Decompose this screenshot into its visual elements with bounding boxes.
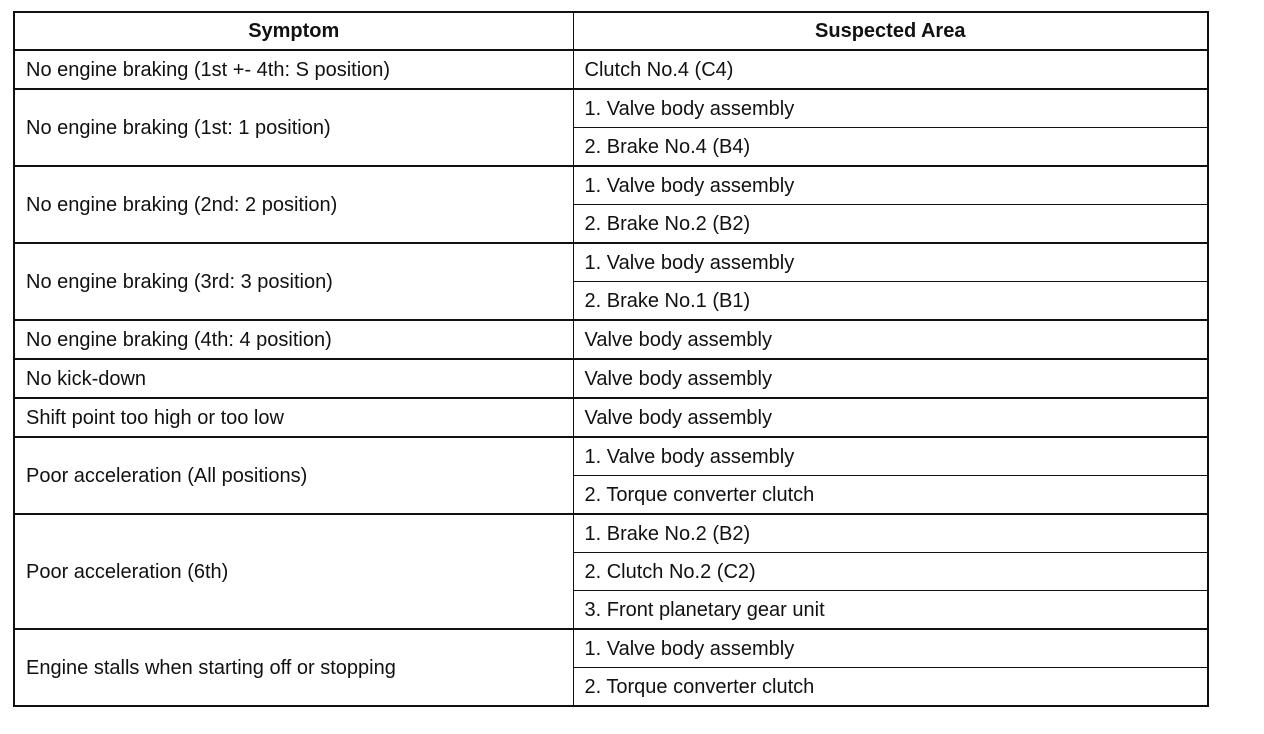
suspected-area-header: Suspected Area xyxy=(573,12,1208,50)
table-row xyxy=(14,89,1208,128)
suspected-area-cell: 2. Clutch No.2 (C2) xyxy=(573,553,1208,591)
table-row xyxy=(14,629,1208,668)
symptom-cell: No kick-down xyxy=(14,359,573,398)
table-row xyxy=(14,437,1208,476)
symptom-cell: No engine braking (4th: 4 position) xyxy=(14,320,573,359)
symptom-cell: No engine braking (1st: 1 position) xyxy=(14,89,573,166)
table-row xyxy=(14,320,1208,359)
suspected-area-cell: 1. Valve body assembly xyxy=(573,437,1208,476)
table-row xyxy=(14,166,1208,205)
suspected-area-cell: 2. Brake No.2 (B2) xyxy=(573,205,1208,244)
suspected-area-cell: 1. Valve body assembly xyxy=(573,629,1208,668)
table-row xyxy=(14,398,1208,437)
suspected-area-cell: 1. Brake No.2 (B2) xyxy=(573,514,1208,553)
symptom-cell: Poor acceleration (6th) xyxy=(14,514,573,629)
suspected-area-cell: 2. Brake No.1 (B1) xyxy=(573,282,1208,321)
symptom-cell: No engine braking (1st +- 4th: S position) xyxy=(14,50,573,89)
symptom-cell: Shift point too high or too low xyxy=(14,398,573,437)
symptom-cell: Poor acceleration (All positions) xyxy=(14,437,573,514)
suspected-area-cell: 2. Torque converter clutch xyxy=(573,668,1208,707)
suspected-area-cell: 1. Valve body assembly xyxy=(573,243,1208,282)
table-body xyxy=(14,50,1208,706)
symptom-cell: Engine stalls when starting off or stopping xyxy=(14,629,573,706)
suspected-area-cell: 3. Front planetary gear unit xyxy=(573,591,1208,630)
symptom-header: Symptom xyxy=(14,12,573,50)
suspected-area-cell: 2. Torque converter clutch xyxy=(573,476,1208,515)
header-row xyxy=(14,12,1208,50)
symptom-cell: No engine braking (3rd: 3 position) xyxy=(14,243,573,320)
suspected-area-cell: Valve body assembly xyxy=(573,398,1208,437)
suspected-area-cell: Valve body assembly xyxy=(573,359,1208,398)
suspected-area-cell: 2. Brake No.4 (B4) xyxy=(573,128,1208,167)
table-header xyxy=(14,12,1208,50)
suspected-area-cell: Clutch No.4 (C4) xyxy=(573,50,1208,89)
table-row xyxy=(14,50,1208,89)
table-row xyxy=(14,243,1208,282)
table-row xyxy=(14,359,1208,398)
suspected-area-cell: 1. Valve body assembly xyxy=(573,89,1208,128)
suspected-area-cell: 1. Valve body assembly xyxy=(573,166,1208,205)
symptom-cell: No engine braking (2nd: 2 position) xyxy=(14,166,573,243)
suspected-area-cell: Valve body assembly xyxy=(573,320,1208,359)
symptom-table xyxy=(13,11,1209,707)
table-row xyxy=(14,514,1208,553)
